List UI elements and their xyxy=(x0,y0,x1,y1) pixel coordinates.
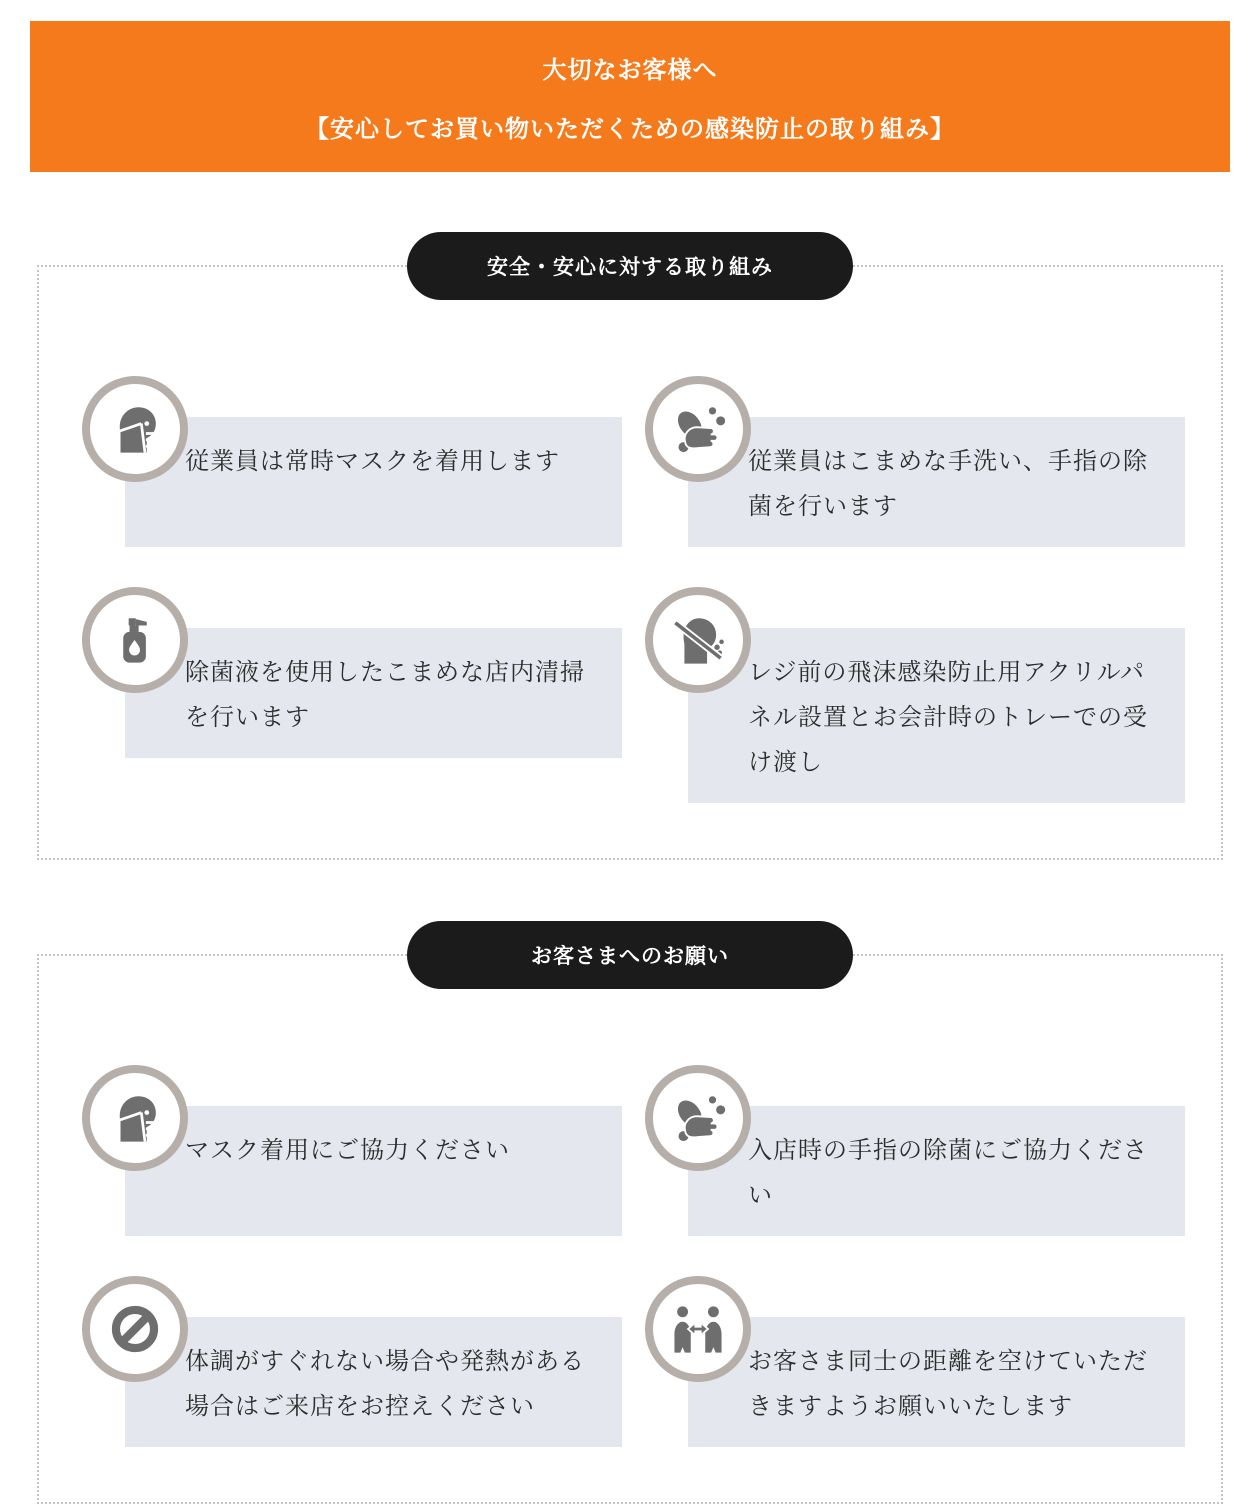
request-text: マスク着用にご協力ください xyxy=(125,1106,622,1236)
list-item xyxy=(645,376,1185,547)
list-item xyxy=(645,1276,1185,1447)
measure-text: レジ前の飛沫感染防止用アクリルパネル設置とお会計時のトレーでの受け渡し xyxy=(688,628,1185,803)
prohibition-icon xyxy=(82,1276,188,1382)
request-text: 入店時の手指の除菌にご協力ください xyxy=(688,1106,1185,1236)
request-text: 体調がすぐれない場合や発熱がある場合はご来店をお控えください xyxy=(125,1317,622,1447)
measure-text: 従業員は常時マスクを着用します xyxy=(125,417,622,547)
mask-face-icon xyxy=(82,376,188,482)
section-title-pill: 安全・安心に対する取り組み xyxy=(407,232,853,300)
banner-title: 大切なお客様へ xyxy=(542,56,718,84)
hand-wash-icon xyxy=(645,1065,751,1171)
measure-text: 従業員はこまめな手洗い、手指の除菌を行います xyxy=(688,417,1185,547)
sanitizer-bottle-icon xyxy=(82,587,188,693)
social-distance-icon xyxy=(645,1276,751,1382)
list-item xyxy=(82,376,622,547)
hand-wash-icon xyxy=(645,376,751,482)
request-text: お客さま同士の距離を空けていただきますようお願いいたします xyxy=(688,1317,1185,1447)
list-item xyxy=(645,1065,1185,1236)
banner-subtitle: 【安心してお買い物いただくための感染防止の取り組み】 xyxy=(305,115,955,143)
list-item xyxy=(82,587,622,803)
no-droplet-icon xyxy=(645,587,751,693)
notice-banner xyxy=(30,21,1230,172)
list-item xyxy=(82,1065,622,1236)
measure-text: 除菌液を使用したこまめな店内清掃を行います xyxy=(125,628,622,758)
section-title-pill: お客さまへのお願い xyxy=(407,921,853,989)
section-customer-requests xyxy=(37,945,1223,1504)
list-item xyxy=(82,1276,622,1447)
mask-face-icon xyxy=(82,1065,188,1171)
list-item xyxy=(645,587,1185,803)
requests-grid xyxy=(82,1065,1185,1447)
section-safety-measures xyxy=(37,256,1223,860)
measures-grid xyxy=(82,376,1185,803)
